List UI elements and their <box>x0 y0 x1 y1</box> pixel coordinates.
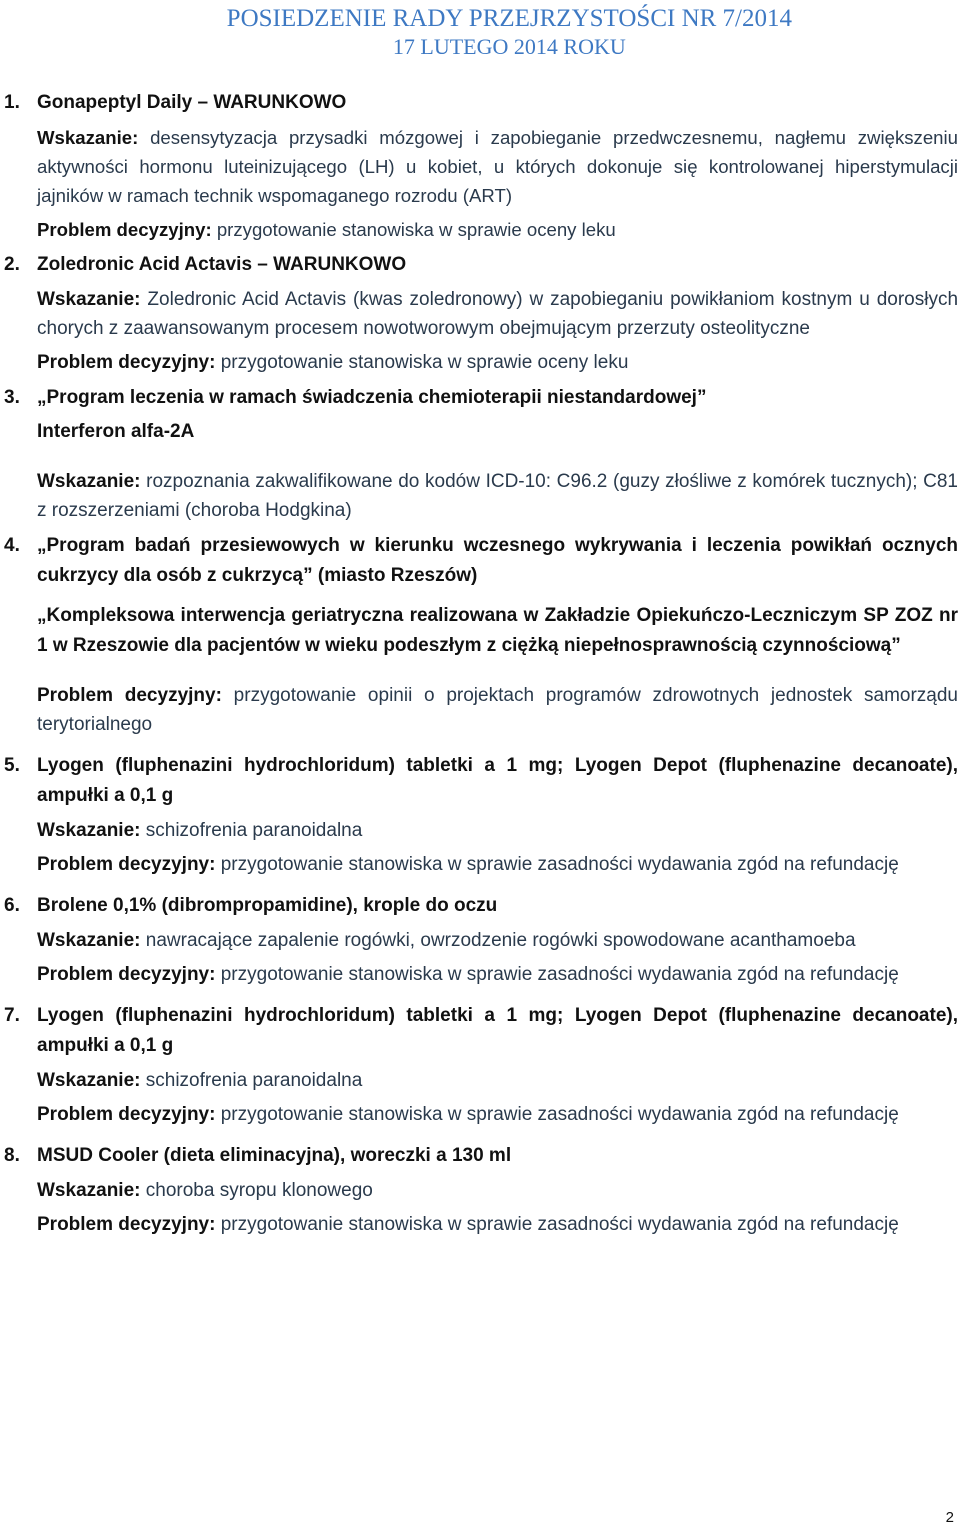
decision-problem-text: przygotowanie stanowiska w sprawie zasadności wydawania zgód na refundację <box>220 854 899 875</box>
decision-problem <box>37 1100 958 1129</box>
decision-problem <box>37 215 958 244</box>
decision-problem-label: Problem decyzyjny: <box>37 352 216 373</box>
indication <box>37 467 958 525</box>
decision-problem-label: Problem decyzyjny: <box>37 1104 216 1125</box>
item-number: 7. <box>4 1005 20 1026</box>
item-subtitle: Interferon alfa-2A <box>37 421 195 442</box>
agenda-item <box>0 531 958 739</box>
indication <box>37 285 958 343</box>
item-number: 4. <box>4 535 20 556</box>
indication-text: choroba syropu klonowego <box>145 1180 373 1201</box>
agenda-item <box>0 1141 958 1239</box>
meeting-title: POSIEDZENIE RADY PRZEJRZYSTOŚCI NR 7/2014 <box>226 5 792 32</box>
agenda-item <box>0 383 958 525</box>
meeting-date: 17 LUTEGO 2014 ROKU <box>392 34 626 59</box>
agenda-item <box>0 250 958 377</box>
item-title: MSUD Cooler (dieta eliminacyjna), woreczki a 130 ml <box>37 1145 512 1166</box>
agenda-item <box>0 891 958 989</box>
agenda-item <box>0 751 958 879</box>
decision-problem-label: Problem decyzyjny: <box>37 1214 216 1235</box>
decision-problem-text: przygotowanie stanowiska w sprawie zasadności wydawania zgód na refundację <box>220 1214 899 1235</box>
decision-problem-text: przygotowanie stanowiska w sprawie oceny leku <box>220 352 629 373</box>
indication-text: schizofrenia paranoidalna <box>145 1070 363 1091</box>
decision-problem-label: Problem decyzyjny: <box>37 685 222 706</box>
item-title: „Program badań przesiewowych w kierunku wczesnego wykrywania i leczenia powikłań ocznych cukrzycy dla osób z cukrzycą” (miasto Rzeszów) <box>37 535 958 586</box>
decision-problem-text: przygotowanie stanowiska w sprawie zasadności wydawania zgód na refundację <box>220 1104 899 1125</box>
indication-label: Wskazanie: <box>37 1180 141 1201</box>
decision-problem <box>37 850 958 879</box>
indication-label: Wskazanie: <box>37 1070 141 1091</box>
indication-label: Wskazanie: <box>37 127 139 148</box>
decision-problem <box>37 348 958 377</box>
indication <box>37 123 958 210</box>
indication-label: Wskazanie: <box>37 471 141 492</box>
item-number: 6. <box>4 895 20 916</box>
indication-text: Zoledronic Acid Actavis (kwas zoledronowy) w zapobieganiu powikłaniom kostnym u dorosłych chorych z zaawansowanym procesem nowotworowym obejmującym przerzuty osteolityczne <box>37 289 959 339</box>
indication-label: Wskazanie: <box>37 930 141 951</box>
indication-text: nawracające zapalenie rogówki, owrzodzenie rogówki spowodowane acanthamoeba <box>145 930 856 951</box>
item-subtitle: „Kompleksowa interwencja geriatryczna realizowana w Zakładzie Opiekuńczo-Leczniczym SP ZOZ nr 1 w Rzeszowie dla pacjentów w wieku podeszłym z ciężką niepełnosprawnością czynnościową” <box>37 605 958 656</box>
indication-label: Wskazanie: <box>37 820 141 841</box>
item-number: 2. <box>4 254 20 275</box>
item-number: 1. <box>4 92 20 113</box>
indication-text: schizofrenia paranoidalna <box>145 820 363 841</box>
item-number: 3. <box>4 387 20 408</box>
item-title: Lyogen (fluphenazini hydrochloridum) tabletki a 1 mg; Lyogen Depot (fluphenazine decanoate), ampułki a 0,1 g <box>37 1005 958 1056</box>
decision-problem <box>37 681 958 739</box>
item-title: Brolene 0,1% (dibrompropamidine), krople do oczu <box>37 895 498 916</box>
item-title: „Program leczenia w ramach świadczenia chemioterapii niestandardowej” <box>37 387 707 408</box>
decision-problem-text: przygotowanie stanowiska w sprawie oceny leku <box>216 219 616 240</box>
decision-problem-text: przygotowanie opinii o projektach programów zdrowotnych jednostek samorządu terytorialnego <box>37 685 958 735</box>
item-title: Zoledronic Acid Actavis – WARUNKOWO <box>37 254 407 275</box>
item-title: Gonapeptyl Daily – WARUNKOWO <box>37 92 347 113</box>
indication <box>37 926 958 955</box>
indication-text: rozpoznania zakwalifikowane do kodów ICD-10: C96.2 (guzy złośliwe z komórek tucznych); C81 z rozszerzeniami (choroba Hodgkina) <box>37 471 958 521</box>
indication <box>37 816 958 845</box>
page-number: 2 <box>945 1509 954 1526</box>
item-number: 5. <box>4 755 20 776</box>
indication <box>37 1176 958 1205</box>
decision-problem-label: Problem decyzyjny: <box>37 854 216 875</box>
indication <box>37 1066 958 1095</box>
decision-problem <box>37 1210 958 1239</box>
indication-text: desensytyzacja przysadki mózgowej i zapobieganie przedwczesnemu, nagłemu zwiększeniu aktywności hormonu luteinizującego (LH) u kobiet, u których dokonuje się kontrolowanej hiperstymulacji jajników w ramach technik wspomaganego rozrodu (ART) <box>37 127 958 206</box>
item-title: Lyogen (fluphenazini hydrochloridum) tabletki a 1 mg; Lyogen Depot (fluphenazine decanoate), ampułki a 0,1 g <box>37 755 958 806</box>
decision-problem-label: Problem decyzyjny: <box>37 219 212 240</box>
agenda-item <box>0 88 958 244</box>
document-header <box>227 4 792 60</box>
indication-label: Wskazanie: <box>37 289 141 310</box>
decision-problem-label: Problem decyzyjny: <box>37 964 216 985</box>
agenda-list <box>0 88 958 1239</box>
item-number: 8. <box>4 1145 20 1166</box>
decision-problem-text: przygotowanie stanowiska w sprawie zasadności wydawania zgód na refundację <box>220 964 899 985</box>
decision-problem <box>37 960 958 989</box>
agenda-item <box>0 1001 958 1129</box>
